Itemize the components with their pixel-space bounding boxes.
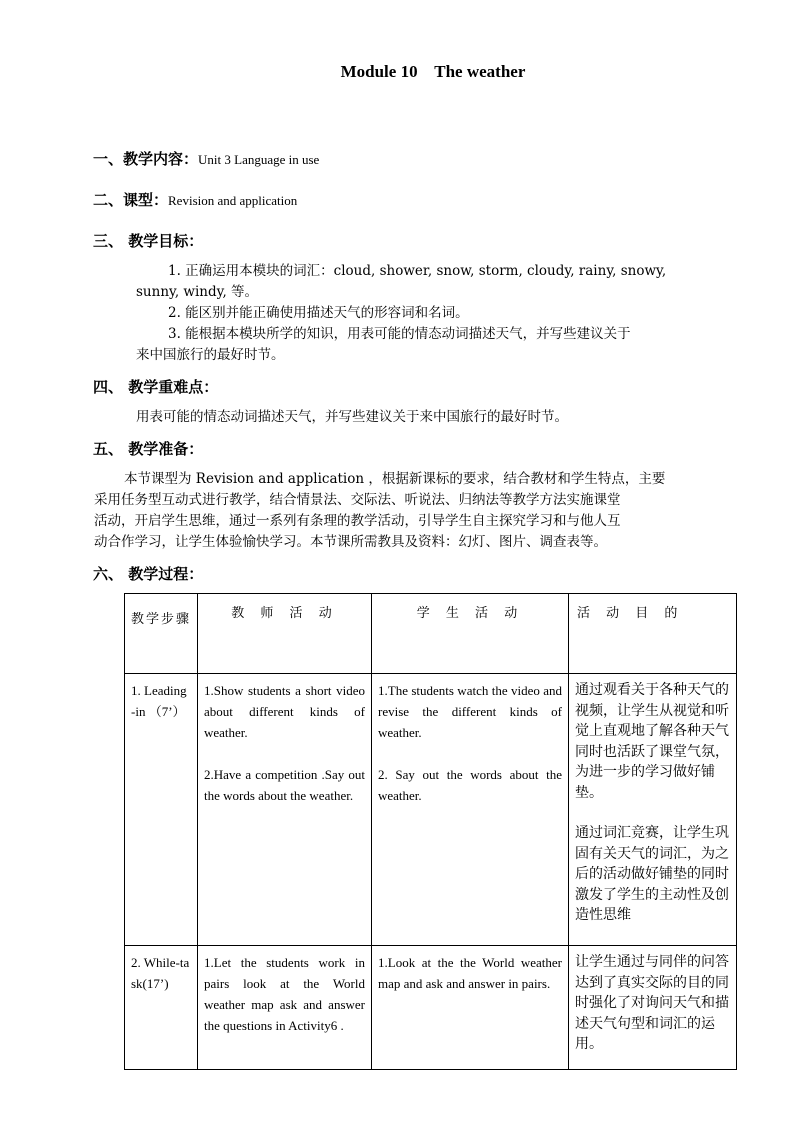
goal-1-line-a: 1. 正确运用本模块的词汇：cloud, shower, snow, storm, cloudy, rainy, snowy, — [168, 263, 667, 279]
table-header-row — [125, 594, 737, 674]
purpose-text: 让学生通过与同伴的问答达到了真实交际的目的同时强化了对询问天气和描述天气句型和词汇的运用。 — [575, 954, 729, 1052]
preparation-line-4: 动合作学习，让学生体验愉快学习。本节课所需教具及资料：幻灯、图片、调查表等。 — [94, 534, 607, 550]
document-title: Module 10 The weather — [340, 62, 526, 81]
purpose-text: 通过观看关于各种天气的视频，让学生从视觉和听觉上直观地了解各种天气同时也活跃了课堂气氛，为进一步的学习做好铺垫。 — [575, 682, 729, 801]
section-label: 一、教学内容： — [93, 150, 199, 168]
preparation-line-1: 本节课型为 Revision and application ，根据新课标的要求，结合教材和学生特点，主要 — [124, 471, 666, 487]
teacher-cell — [198, 674, 372, 946]
goal-2: 2. 能区别并能正确使用描述天气的形容词和名词。 — [168, 305, 469, 321]
student-activity: 2. Say out the words about the weather. — [378, 767, 562, 803]
purpose-text: 通过词汇竞赛，让学生巩固有关天气的词汇，为之后的活动做好铺垫的同时激发了学生的主动性及创造性思维 — [575, 825, 729, 923]
purpose-cell — [569, 946, 737, 1070]
teacher-activity: 2.Have a competition .Say out the words about the weather. — [204, 767, 365, 803]
preparation-line-2: 采用任务型互动式进行教学，结合情景法、交际法、听说法、归纳法等教学方法实施课堂 — [94, 492, 621, 508]
student-activity: 1.The students watch the video and revise the different kinds of weather. — [378, 683, 562, 740]
teacher-activity: 1.Let the students work in pairs look at the World weather map ask and answer the questions in Activity6 . — [204, 955, 365, 1033]
table-row — [125, 674, 737, 946]
section-process-heading: 六、 教学过程： — [93, 565, 204, 583]
process-table — [124, 593, 737, 1070]
goal-1-line-b: sunny, windy, 等。 — [136, 284, 259, 300]
header-step: 教学步骤 — [125, 594, 198, 674]
student-cell — [372, 946, 569, 1070]
teacher-cell — [198, 946, 372, 1070]
section-label: 二、课型： — [93, 191, 169, 209]
goal-3-line-b: 来中国旅行的最好时节。 — [136, 347, 285, 363]
step-cell: 1. Leading -in （7’） — [125, 674, 198, 946]
purpose-cell — [569, 674, 737, 946]
section-value: Revision and application — [168, 193, 298, 208]
section-teaching-content — [93, 148, 319, 169]
table-row — [125, 946, 737, 1070]
header-teacher: 教 师 活 动 — [198, 594, 372, 674]
step-cell: 2. While-ta sk(17’) — [125, 946, 198, 1070]
header-purpose: 活 动 目 的 — [569, 594, 737, 674]
difficulty-text: 用表可能的情态动词描述天气，并写些建议关于来中国旅行的最好时节。 — [136, 409, 568, 425]
header-student: 学 生 活 动 — [372, 594, 569, 674]
section-value: Unit 3 Language in use — [198, 152, 320, 167]
preparation-line-3: 活动，开启学生思维，通过一系列有条理的教学活动，引导学生自主探究学习和与他人互 — [94, 513, 621, 529]
section-preparation-heading: 五、 教学准备： — [93, 440, 204, 458]
student-activity: 1.Look at the the World weather map and ask and answer in pairs. — [378, 955, 562, 991]
section-lesson-type — [93, 189, 297, 210]
goal-3-line-a: 3. 能根据本模块所学的知识，用表可能的情态动词描述天气，并写些建议关于 — [168, 326, 631, 342]
section-difficulty-heading: 四、 教学重难点： — [93, 378, 219, 396]
teacher-activity: 1.Show students a short video about different kinds of weather. — [204, 683, 365, 740]
student-cell — [372, 674, 569, 946]
section-goals-heading: 三、 教学目标： — [93, 232, 204, 250]
